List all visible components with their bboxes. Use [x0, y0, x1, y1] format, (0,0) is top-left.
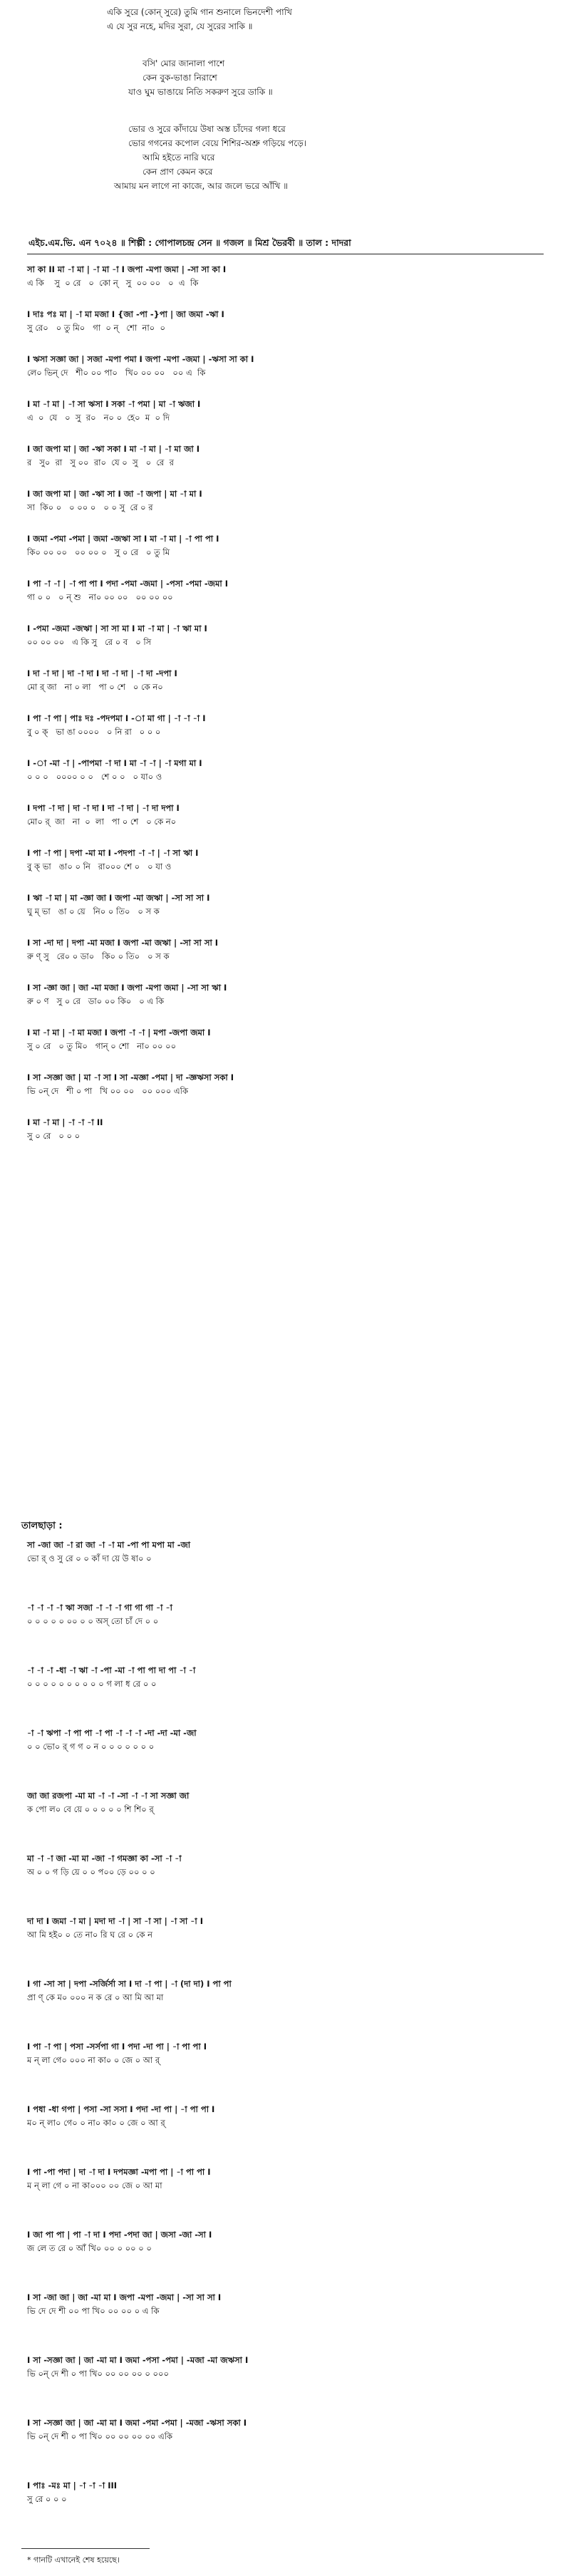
taalchhara-row [27, 1727, 551, 1756]
taalchhara-row [27, 1978, 551, 2007]
taalchhara-row [27, 1602, 551, 1630]
swara-line: I ঋসা সজ্ঞা জা | সজা -মপা পমা I জপা -মপা -জমা | -ঋসা সা কা I [27, 354, 254, 364]
lyric-syllable-line: র সু০ রা সু ০০ রা০ যে ০ সু ০ রে র [27, 457, 174, 467]
notation-row [27, 398, 551, 427]
swara-line: I জা পা পা | পা -া দা I পদা -পদা জা | জসা -জা -সা I [27, 2230, 212, 2240]
taalchhara-row [27, 2480, 551, 2508]
taalchhara-row [27, 2104, 551, 2132]
swara-line: I সা -সজ্ঞা জা | মা -া সা I সা -মজ্ঞা -পমা | দা -জ্ঞঋসা সকা I [27, 1072, 234, 1082]
swara-line: I পধা -ধা গপা | পসা -সা সসা I পদা -দা পা | -া পা পা I [27, 2104, 215, 2114]
taalchhara-row [27, 2292, 551, 2320]
taalchhara-heading: তালছাড়া : [21, 1521, 63, 1531]
lyric-syllable-line: ০ ০ ০ ০ ০ ০ ০ ০ ০ ০ গ লা ধ রে ০ ০ [27, 1679, 157, 1689]
taalchhara-row [27, 2417, 551, 2446]
notation-row [27, 713, 551, 741]
swara-line: দা দা I জমা -া মা | মদা দা -া | সা -া সা | -া সা -া I [27, 1916, 203, 1926]
notation-row [27, 578, 551, 606]
lyric-line: আমায় মন লাগে না কাজে, আর জলে ভরে আঁখি ॥ [114, 181, 288, 191]
notation-row [27, 533, 551, 562]
taalchhara-row [27, 2166, 551, 2195]
taalchhara-row [27, 1790, 551, 1819]
lyric-syllable-line: ভি ০ন্ দে শী ০ পা খি ০০ ০০ ০০ ০০০ একি [27, 1086, 188, 1096]
swara-line: I মা -া মা | -া সা ঋসা I সকা -া পমা | মা -া ঋজা I [27, 399, 201, 409]
swara-line: I মা -া মা | -া -া -া II [27, 1117, 103, 1127]
swara-line: I জা জপা মা | জা -ঋা সকা I মা -া মা | -া মা জা I [27, 444, 200, 454]
lyric-syllable-line: এ ০ যে ০ সু র০ ন০ ০ হে০ ম ০ দি [27, 413, 170, 423]
lyric-syllable-line: সু রে০ ০ তু মি০ গা ০ ন্ শো না০ ০ [27, 323, 165, 333]
lyric-line: ভোর ও সুরে কাঁদায়ে উষা অস্ত চাঁদের গলা ধরে [128, 124, 286, 134]
swara-line: -া -া -া -ধা -া ঋা -া -পা -মা -া পা পা দা পা -া -া [27, 1665, 196, 1675]
swara-line: I সা -জ্ঞা জা | জা -মা মজা I জপা -মপা জমা | -সা সা ঋা I [27, 983, 227, 993]
swara-line: জা জা রজপা -মা মা -া -া -সা -া -া সা সজ্ঞা জা [27, 1791, 190, 1801]
lyric-syllable-line: রু ণ্ সু রে০ ০ ডা০ কি০ ০ তি০ ০ স ক [27, 951, 170, 961]
notation-row [27, 937, 551, 966]
notation-row [27, 668, 551, 696]
lyric-line: এ যে সুর নহে, মদির সুরা, যে সুরের সাকি ॥ [107, 21, 253, 31]
lyric-syllable-line: অ ০ ০ গ ড়ি য়ে ০ ০ প০০ ড়ে ০০ ০ ০ [27, 1867, 155, 1877]
swara-line: I জা জপা মা | জা -ঋা সা I জা -া জপা | মা -া মা I [27, 489, 202, 499]
taalchhara-row [27, 2229, 551, 2257]
lyric-syllable-line: ভো র্ ও সু রে ০ ০ কাঁ দা য়ে উ ষা০ ০ [27, 1553, 152, 1563]
lyric-line: যাও ঘুম ভাঙায়ে নিতি সকরুণ সুরে ডাকি ॥ [128, 87, 273, 97]
notation-row [27, 892, 551, 921]
swara-line: I পা -া পা | দপা -মা মা I -পদপা -া -া | -া সা ঋা I [27, 848, 199, 858]
notation-row [27, 982, 551, 1010]
lyric-syllable-line: প্রা ণ্ কে ম০ ০০০ ন ক রে ০ আ মি আ মা [27, 1992, 164, 2002]
swara-line: I -া -মা -া | -পাপমা -া দা I মা -া -া | -া মগা মা I [27, 758, 202, 768]
swara-line: -া -া -া -া ঋা সজা -া -া -া গা গা গা -া -া [27, 1603, 172, 1613]
lyric-syllable-line: ০ ০ ০ ০০০০ ০ ০ শে ০ ০ ০ যা০ ও [27, 772, 162, 782]
swara-line: মা -া -া জা -মা মা -জা -া গমজ্ঞা কা -সা -া -া [27, 1853, 182, 1863]
taalchhara-row [27, 1853, 551, 1881]
swara-line: I পা -পা পদা | দা -া দা I দপমজ্ঞা -মপা পা | -া পা পা I [27, 2167, 211, 2177]
lyric-syllable-line: ম ন্ লা গে ০ না কা০০০ ০০ জে ০ আ মা [27, 2181, 162, 2190]
lyric-syllable-line: বু ০ ক্ ভা ঙা ০০০০ ০ নি রা ০ ০ ০ [27, 727, 161, 737]
lyric-syllable-line: ভি ০ন্ দে শী ০ পা খি০ ০০ ০০ ০০ ০০ একি [27, 2431, 173, 2441]
swara-line: I পাঃ -মঃ মা | -া -া -া III [27, 2481, 118, 2490]
lyric-syllable-line: ভি ০ন্ দে শী ০ পা খি০ ০০ ০০ ০০ ০ ০০০ [27, 2369, 169, 2379]
taalchhara-row [27, 1539, 551, 1568]
notation-row [27, 264, 551, 292]
lyric-line: কেন প্রাণ কেমন করে [142, 167, 213, 177]
lyric-syllable-line: ভি দে দে শী ০০ পা খি০ ০০ ০০ ০ এ কি [27, 2306, 160, 2316]
swara-line: সা কা II মা -া মা | -া মা -া I জপা -মপা জমা | -সা সা কা I [27, 264, 227, 274]
notation-row [27, 443, 551, 472]
swara-line: I পা -া -া | -া পা পা I পদা -পমা -জমা | -পসা -পমা -জমা I [27, 579, 228, 589]
lyric-syllable-line: মো র্ জা না ০ লা পা ০ শে ০ কে ন০ [27, 682, 163, 692]
swara-line: I -পমা -জমা -জঋা | সা সা মা I মা -া মা | -া ঋা মা I [27, 624, 207, 633]
notation-row [27, 623, 551, 651]
lyric-syllable-line: ০০ ০০ ০০ এ কি সু রে ০ ব ০ সি [27, 637, 152, 647]
lyric-syllable-line: সু রে ০ ০ ০ [27, 2494, 67, 2504]
lyric-syllable-line: কি০ ০০ ০০ ০০ ০০ ০ সু ০ রে ০ তু মি [27, 547, 170, 557]
swara-line: I সা -দা দা | দপা -মা মজা I জপা -মা জঋা | -সা সা সা I [27, 938, 219, 948]
lyric-syllable-line: ক পো ল০ বে য়ে ০ ০ ০ ০ ০ শি শি০ র্ [27, 1804, 154, 1814]
notation-row [27, 1117, 551, 1145]
lyric-syllable-line: সা কি০ ০ ০ ০০ ০ ০ ০ সু রে ০ র [27, 502, 153, 512]
taalchhara-row [27, 1915, 551, 1944]
lyric-line: বসি' মোর জানালা পাশে [142, 58, 225, 68]
lyric-syllable-line: সু ০ রে ০ ০ ০ [27, 1131, 81, 1141]
notation-row [27, 1072, 551, 1100]
swara-line: I ঋা -া মা | মা -জ্ঞা জা I জপা -মা জঋা | -সা সা সা I [27, 893, 210, 903]
swara-line: I দাঃ পঃ মা | -া মা মজা I {জা -পা -}পা | জা জমা -ঋা I [27, 309, 224, 319]
swara-line: I সা -জা জা | জা -মা মা I জপা -মপা -জমা | -সা সা সা I [27, 2292, 222, 2302]
lyric-syllable-line: গা ০ ০ ০ ন্ শু না০ ০০ ০০ ০০ ০০ ০০ [27, 592, 173, 602]
swara-line: -া -া ঋপা -া পা পা -া পা -া -া -া -দা -দা -মা -জা [27, 1728, 197, 1738]
notation-row [27, 802, 551, 831]
notation-row [27, 757, 551, 786]
lyric-line: কেন বুক-ভাঙা নিরাশে [142, 73, 217, 83]
taalchhara-row [27, 2041, 551, 2069]
swara-line: I পা -া পা | পসা -সর্সপা গা I পদা -দা পা | -া পা পা I [27, 2042, 207, 2052]
swara-line: I দা -া দা | দা -া দা I দা -া দা | -া দা -দপা I [27, 668, 177, 678]
notation-row [27, 488, 551, 517]
notation-row [27, 309, 551, 337]
swara-line: I গা -সা সা | দপা -সর্জির্সা সা I দা -া পা | -া (দা দা) I পা পা [27, 1979, 232, 1989]
swara-line: I সা -সজ্ঞা জা | জা -মা মা I জমা -পমা -পমা | -মজা -ঋসা সকা I [27, 2418, 247, 2428]
taalchhara-row [27, 1665, 551, 1693]
lyric-syllable-line: বু ক্ ভা ঙা০ ০ নি রা০০০ শে ০ ০ যা ও [27, 862, 172, 871]
lyric-syllable-line: সু ০ রে ০ তু মি০ গান্ ০ শো না০ ০০ ০০ [27, 1041, 177, 1051]
lyric-syllable-line: এ কি সু ০ রে ০ কো ন্ সু ০০ ০০ ০ এ কি [27, 278, 199, 288]
notation-row [27, 847, 551, 876]
lyric-syllable-line: ম ন্ লা গে০ ০০০ না কা০ ০ জে ০ আ র্ [27, 2055, 160, 2065]
swara-line: I সা -সজ্ঞা জা | জা -মা মা I জমা -পসা -পমা | -মজা -মা জঋসা I [27, 2355, 249, 2365]
taalchhara-row [27, 2354, 551, 2383]
lyric-syllable-line: জ লে ত রে ০ আঁ খি০ ০০ ০ ০০ ০ ০ [27, 2243, 152, 2253]
lyric-syllable-line: ম০ ন্ লা০ গে০ ০ না০ কা০ ০ জে ০ আ র্ [27, 2118, 165, 2128]
lyric-syllable-line: মো০ র্ জা না ০ লা পা ০ শে ০ কে ন০ [27, 817, 177, 827]
lyric-line: একি সুরে (কোন্ সুরে) তুমি গান শুনালে ভিনদেশী পাখি [107, 7, 292, 17]
lyric-syllable-line: ০ ০ ভো০ র্ গ গ ০ ন ০ ০ ০ ০ ০ ০ ০ [27, 1742, 155, 1752]
swara-line: I দপা -া দা | দা -া দা I দা -া দা | -া দা দপা I [27, 803, 180, 813]
lyric-syllable-line: ০ ০ ০ ০ ০ ০০ ০ ০ অস্ তো চাঁ দে ০ ০ [27, 1616, 159, 1626]
lyric-syllable-line: ঘু ম্ ভা ঙা ০ য়ে নি০ ০ তি০ ০ স ক [27, 906, 160, 916]
lyric-line: আমি হইতে নারি ঘরে [142, 152, 215, 162]
swara-line: সা -জা জা -া রা জা -া -া মা -পা পা মপা মা -জা [27, 1540, 191, 1550]
swara-line: I মা -া মা | -া মা মজা I জপা -া -া | মপা -জপা জমা I [27, 1028, 211, 1038]
footnote: * গানটি এখানেই শেষ হয়েছে। [27, 2555, 120, 2565]
record-credit: এইচ.এম.ভি. এন ৭০২৪ ॥ শিল্পী : গোপালচন্দ্র সেন ॥ গজল ॥ মিশ্র ভৈরবী ॥ তাল : দাদরা [28, 237, 351, 248]
lyric-syllable-line: আ মি হই০ ০ তে না০ রি ঘ রে ০ কে ন [27, 1930, 153, 1940]
lyric-syllable-line: রু ০ ণ সু ০ রে ডা০ ০০ কি০ ০ এ কি [27, 996, 165, 1006]
lyric-syllable-line: লে০ ভিন্ দে শী০ ০০ পা০ খি০ ০০ ০০ ০০ এ কি [27, 368, 206, 378]
swara-line: I জমা -পমা -পমা | জমা -জঋা সা I মা -া মা | -া পা পা I [27, 534, 219, 544]
footnote-divider [21, 2548, 150, 2549]
lyric-line: ভোর গগনের কপোল বেয়ে শিশির-অশ্রু গড়িয়ে পড়ে। [128, 138, 307, 148]
swara-line: I পা -া পা | পাঃ দঃ -পদপমা I -া মা গা | -া -া -া I [27, 713, 206, 723]
notation-row [27, 1027, 551, 1055]
notation-row [27, 353, 551, 382]
